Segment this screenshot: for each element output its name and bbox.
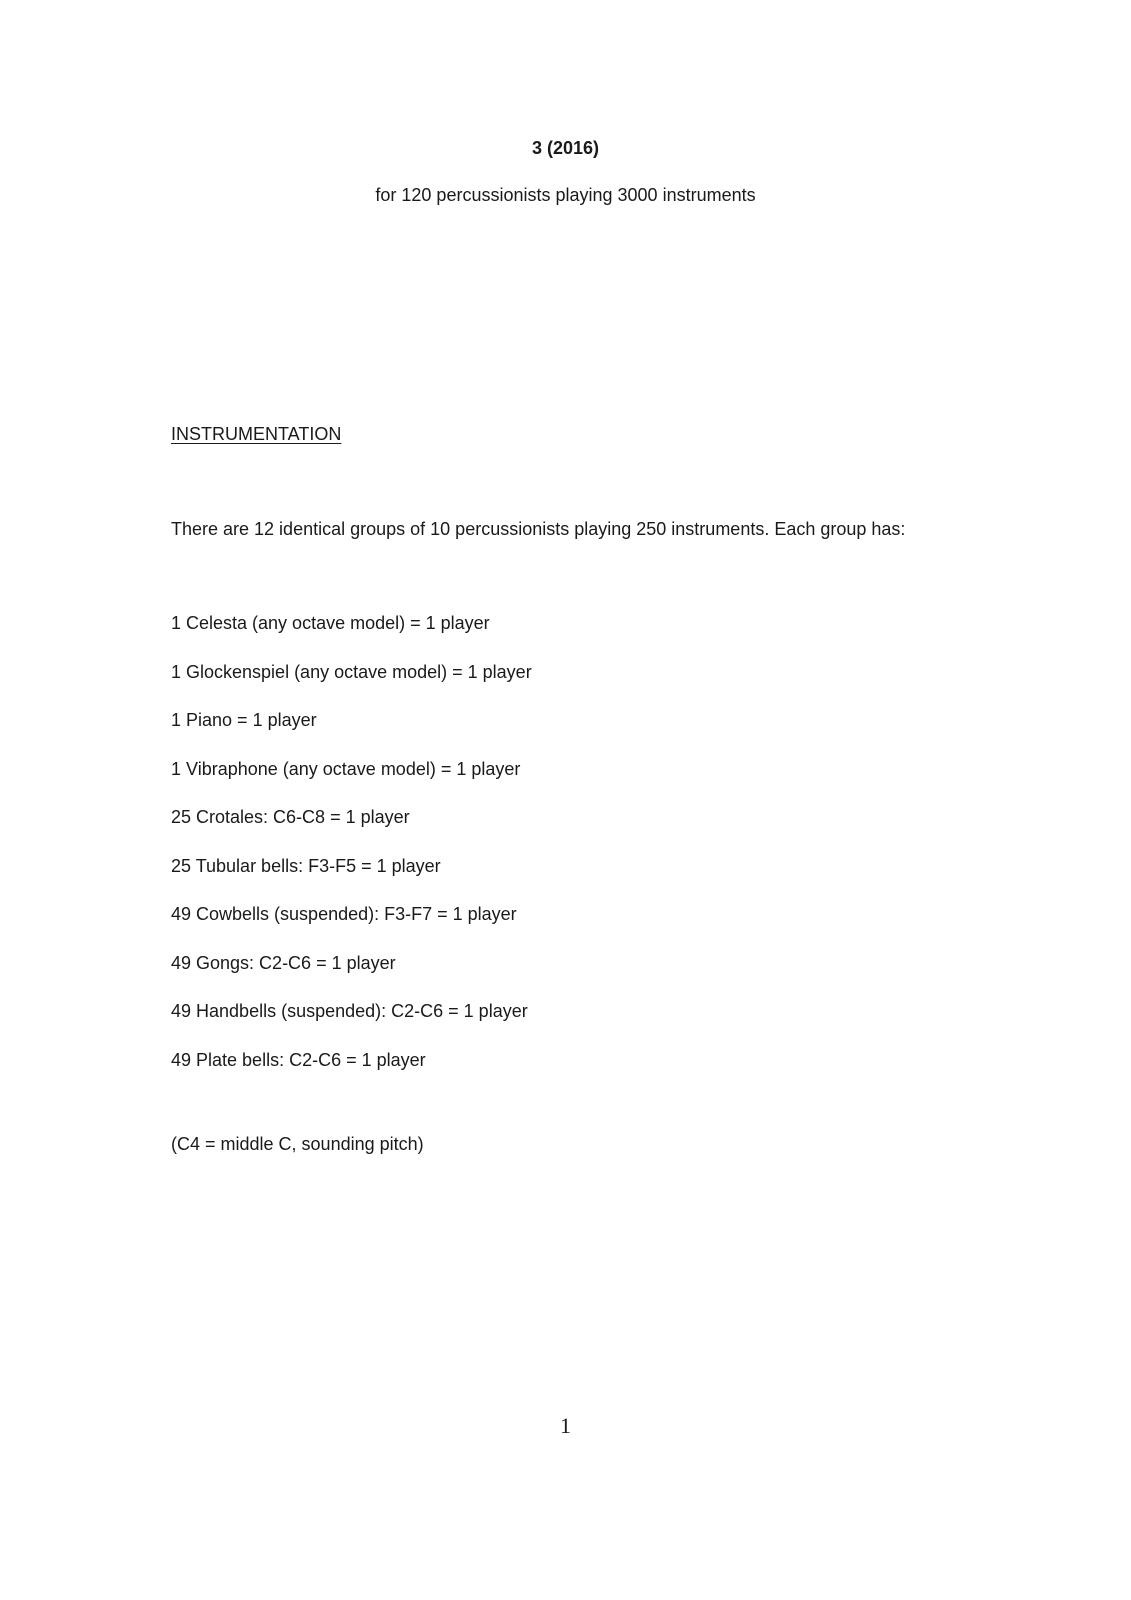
instrument-item: 49 Gongs: C2-C6 = 1 player — [171, 952, 396, 973]
instrument-list — [171, 612, 532, 1097]
section-heading: INSTRUMENTATION — [171, 424, 342, 444]
instrument-item: 1 Vibraphone (any octave model) = 1 player — [171, 758, 521, 779]
instrument-item: 1 Glockenspiel (any octave model) = 1 player — [171, 661, 532, 682]
instrument-item: 49 Cowbells (suspended): F3-F7 = 1 player — [171, 904, 517, 924]
page-number: 1 — [560, 1413, 571, 1438]
pitch-note: (C4 = middle C, sounding pitch) — [171, 1134, 424, 1154]
instrument-item: 49 Handbells (suspended): C2-C6 = 1 player — [171, 1001, 528, 1021]
instrument-item: 1 Celesta (any octave model) = 1 player — [171, 613, 490, 633]
document-subtitle: for 120 percussionists playing 3000 instruments — [375, 185, 756, 205]
instrument-item: 1 Piano = 1 player — [171, 710, 317, 730]
intro-paragraph: There are 12 identical groups of 10 percussionists playing 250 instruments. Each group has: — [171, 519, 906, 539]
instrument-item: 49 Plate bells: C2-C6 = 1 player — [171, 1049, 426, 1070]
document-title: 3 (2016) — [531, 138, 600, 158]
instrument-item: 25 Crotales: C6-C8 = 1 player — [171, 807, 410, 827]
instrument-item: 25 Tubular bells: F3-F5 = 1 player — [171, 855, 441, 876]
